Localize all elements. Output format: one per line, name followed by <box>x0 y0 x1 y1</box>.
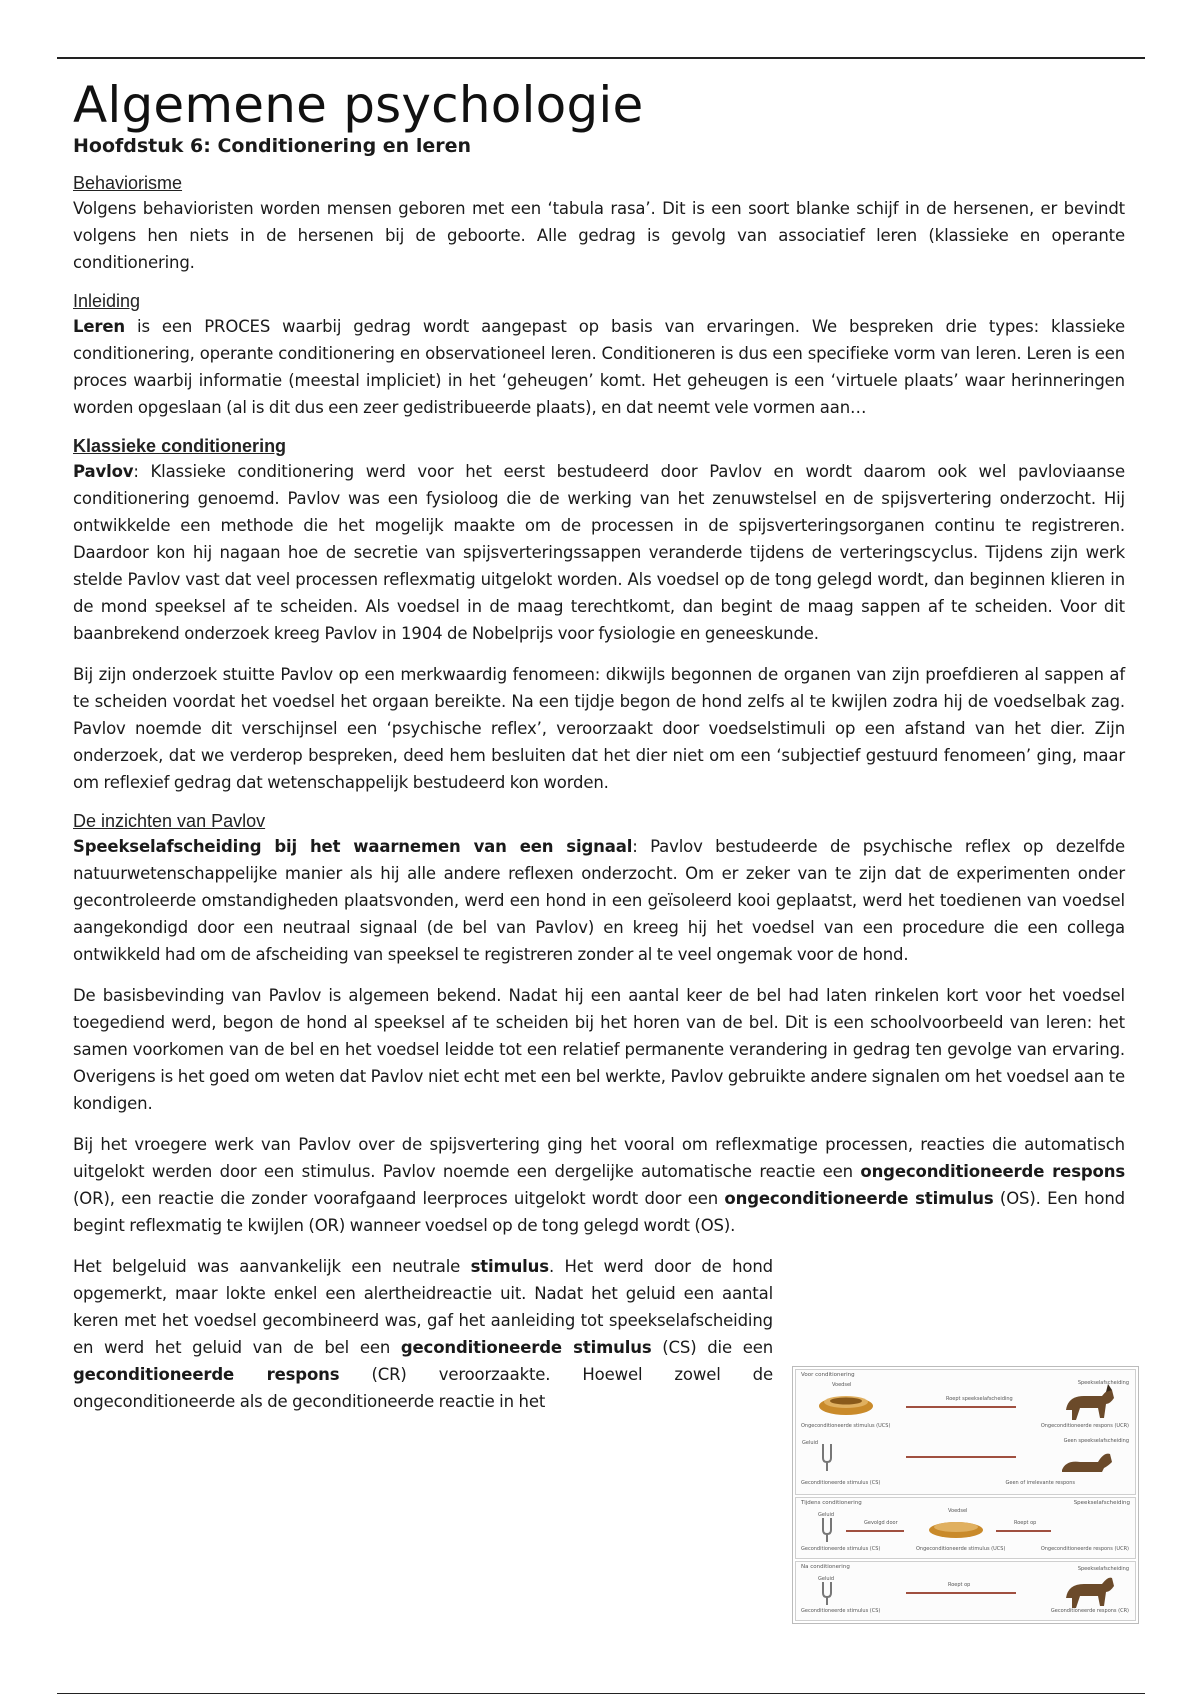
tuning-fork-icon-3 <box>818 1580 836 1606</box>
tuning-fork-icon-2 <box>818 1516 836 1544</box>
paragraph-basisbevinding: De basisbevinding van Pavlov is algemeen bekend. Nadat hij een aantal keer de bel had laten rinkelen kort voor het voedsel toegediend werd, begon de hond al speeksel af te scheiden bij het horen van de bel. Dit is een schoolvoorbeeld van leren: het samen voorkomen van de bel en het voedsel leidde tot een relatief permanente verandering in gedrag ten gevolge van ervaring. Overigens is het goed om weten dat Pavlov niet echt met een bel werkte, Pavlov gebruikte andere signalen om het voedsel aan te kondigen. <box>73 986 1125 1113</box>
chapter-subtitle: Hoofdstuk 6: Conditionering en leren <box>73 135 472 157</box>
paragraph-belgeluid: Het belgeluid was aanvankelijk een neutrale stimulus. Het werd door de hond opgemerkt, maar lokte enkel een alertheidreactie uit. Nadat het geluid een aantal keren met het voedsel gecombineerd was, gaf het aanleiding tot speekselafscheiding en werd het geluid van de bel een geconditioneerde stimulus (CS) die een geconditioneerde respons (CR) veroorzaakte. Hoewel zowel de ongeconditioneerde als de geconditioneerde reactie in het <box>73 1257 774 1411</box>
heading-inleiding: Inleiding <box>73 291 141 311</box>
arrow-5 <box>906 1592 1016 1594</box>
figure-panel-before <box>795 1369 1136 1495</box>
heading-klassieke-conditionering: Klassieke conditionering <box>73 436 287 456</box>
arrow-3 <box>846 1530 904 1532</box>
conditioning-figure <box>792 1366 1139 1624</box>
sound-label-1: Geluid <box>802 1440 819 1446</box>
dog-lying-icon <box>1058 1444 1118 1478</box>
paragraph-behaviorisme: Volgens behavioristen worden mensen geboren met een ‘tabula rasa’. Dit is een soort blanke schijf in de hersenen, er bevindt volgens hen niets in de hersenen bij de geboorte. Alle gedrag is gevolg van associatief leren (klassieke en operante conditionering. <box>73 199 1125 272</box>
arrow-label-5: Roept op <box>948 1582 971 1588</box>
figure-panel-after <box>795 1561 1136 1621</box>
paragraph-pavlov: Pavlov: Klassieke conditionering werd voor het eerst bestudeerd door Pavlov en wordt daarom ook wel pavloviaanse conditionering genoemd. Pavlov was een fysioloog die de werking van het zenuwstelsel en de spijsvertering onderzocht. Hij ontwikkelde een methode die het mogelijk maakte om de processen in de spijsverteringsorganen continu te registreren. Daardoor kon hij nagaan hoe de secretie van spijsverteringssappen veranderde tijdens de verteringscyclus. Tijdens zijn werk stelde Pavlov vast dat veel processen reflexmatig uitgelokt worden. Als voedsel op de tong gelegd wordt, dan beginnen klieren in de mond speeksel af te scheiden. Als voedsel in de maag terechtkomt, dan begint de maag sappen af te scheiden. Voor dit baanbrekend onderzoek kreeg Pavlov in 1904 de Nobelprijs voor fysiologie en geneeskunde. <box>73 462 1125 643</box>
food-bowl-icon-2 <box>926 1516 986 1540</box>
paragraph-inleiding: Leren is een PROCES waarbij gedrag wordt aangepast op basis van ervaringen. We bespreken drie types: klassieke conditionering, operante conditionering en observationeel leren. Conditioneren is dus een specifieke vorm van leren. Leren is een proces waarbij informatie (meestal impliciet) in het ‘geheugen’ komt. Het geheugen is een ‘virtuele plaats’ waar herinneringen worden opgeslaan (al is dit dus een zeer gedistribueerde plaats), en dat neemt vele vormen aan… <box>73 317 1125 417</box>
arrow-label-1: Roept speekselafscheiding <box>946 1396 1013 1402</box>
dog-label-2: Geen speekselafscheiding <box>1063 1438 1129 1444</box>
paragraph-ongeconditioneerd: Bij het vroegere werk van Pavlov over de spijsvertering ging het vooral om reflexmatige processen, reacties die automatisch uitgelokt werden door een stimulus. Pavlov noemde een dergelijke automatische reactie een ongeconditioneerde respons (OR), een reactie die zonder voorafgaand leerproces uitgelokt wordt door een ongeconditioneerde stimulus (OS). Een hond begint reflexmatig te kwijlen (OR) wanneer voedsel op de tong gelegd wordt (OS). <box>73 1135 1126 1235</box>
ucr-label-1: Ongeconditioneerde respons (UCR) <box>1040 1423 1129 1429</box>
bottom-rule <box>57 1693 1145 1694</box>
tuning-fork-icon <box>818 1442 836 1472</box>
arrow-label-3: Roept op <box>1014 1520 1037 1526</box>
ucs-label-1: Ongeconditioneerde stimulus (UCS) <box>801 1423 891 1429</box>
panel-before-title: Voor conditionering <box>801 1372 855 1378</box>
food-label-2: Voedsel <box>948 1508 968 1514</box>
figure-panel-during <box>795 1497 1136 1559</box>
panel-during-title: Tijdens conditionering <box>801 1500 862 1506</box>
dog-icon-3 <box>1058 1572 1118 1610</box>
food-label: Voedsel <box>832 1382 852 1388</box>
nr-label-1: Geen of irrelevante respons <box>1005 1480 1075 1486</box>
food-bowl-icon <box>816 1390 876 1416</box>
arrow-label-mid: Gevolgd door <box>864 1520 898 1526</box>
dog-label-3: Speekselafscheiding <box>1077 1566 1129 1572</box>
paragraph-psychische-reflex: Bij zijn onderzoek stuitte Pavlov op een merkwaardig fenomeen: dikwijls begonnen de organen van zijn proefdieren al sappen af te scheiden voordat het voedsel het orgaan bereikte. Na een tijdje begon de hond zelfs al te kwijlen zodra hij de voedselbak zag. Pavlov noemde dit verschijnsel een ‘psychische reflex’, veroorzaakt door voedselstimuli op een afstand van het dier. Zijn onderzoek, dat we verderop bespreken, deed hem besluiten dat het dier niet om een ‘subjectief gestuurd fenomeen’ ging, maar om reflexief gedrag dat wetenschappelijk bestudeerd kon worden. <box>73 665 1125 792</box>
cs-label-2: Geconditioneerde stimulus (CS) <box>801 1546 881 1552</box>
paragraph-speekselafscheiding: Speekselafscheiding bij het waarnemen van een signaal: Pavlov bestudeerde de psychische reflex op dezelfde natuurwetenschappelijke manier als hij alle andere reflexen onderzocht. Om er zeker van te zijn dat de experimenten onder gecontroleerde omstandigheden plaatsvonden, werd een hond in een geïsoleerd kooi geplaatst, werd het toedienen van voedsel aangekondigd door een neutraal signaal (de bel van Pavlov) en kreeg hij het voedsel van een procedure die een collega ontwikkeld had om de afscheiding van speeksel te registreren zonder al te veel ongemak voor de hond. <box>73 837 1125 964</box>
arrow-1 <box>906 1406 1016 1408</box>
cr-label-3: Geconditioneerde respons (CR) <box>1050 1608 1129 1614</box>
page-title: Algemene psychologie <box>73 76 644 134</box>
cs-label-3: Geconditioneerde stimulus (CS) <box>801 1608 881 1614</box>
arrow-4 <box>996 1530 1051 1532</box>
sound-label-2: Geluid <box>818 1512 835 1518</box>
arrow-2 <box>906 1456 1016 1458</box>
ucr-label-2: Ongeconditioneerde respons (UCR) <box>1040 1546 1129 1552</box>
panel-during-right: Speekselafscheiding <box>1073 1500 1130 1506</box>
heading-behaviorisme: Behaviorisme <box>73 173 183 193</box>
document-body <box>73 76 1125 1429</box>
panel-after-title: Na conditionering <box>801 1564 850 1570</box>
heading-inzichten-pavlov: De inzichten van Pavlov <box>73 811 266 831</box>
top-rule <box>57 57 1145 59</box>
ucs-label-2: Ongeconditioneerde stimulus (UCS) <box>916 1546 1006 1552</box>
cs-label-1: Geconditioneerde stimulus (CS) <box>801 1480 881 1486</box>
dog-icon <box>1058 1382 1118 1424</box>
dog-label-1: Speekselafscheiding <box>1077 1380 1129 1386</box>
sound-label-3: Geluid <box>818 1576 835 1582</box>
